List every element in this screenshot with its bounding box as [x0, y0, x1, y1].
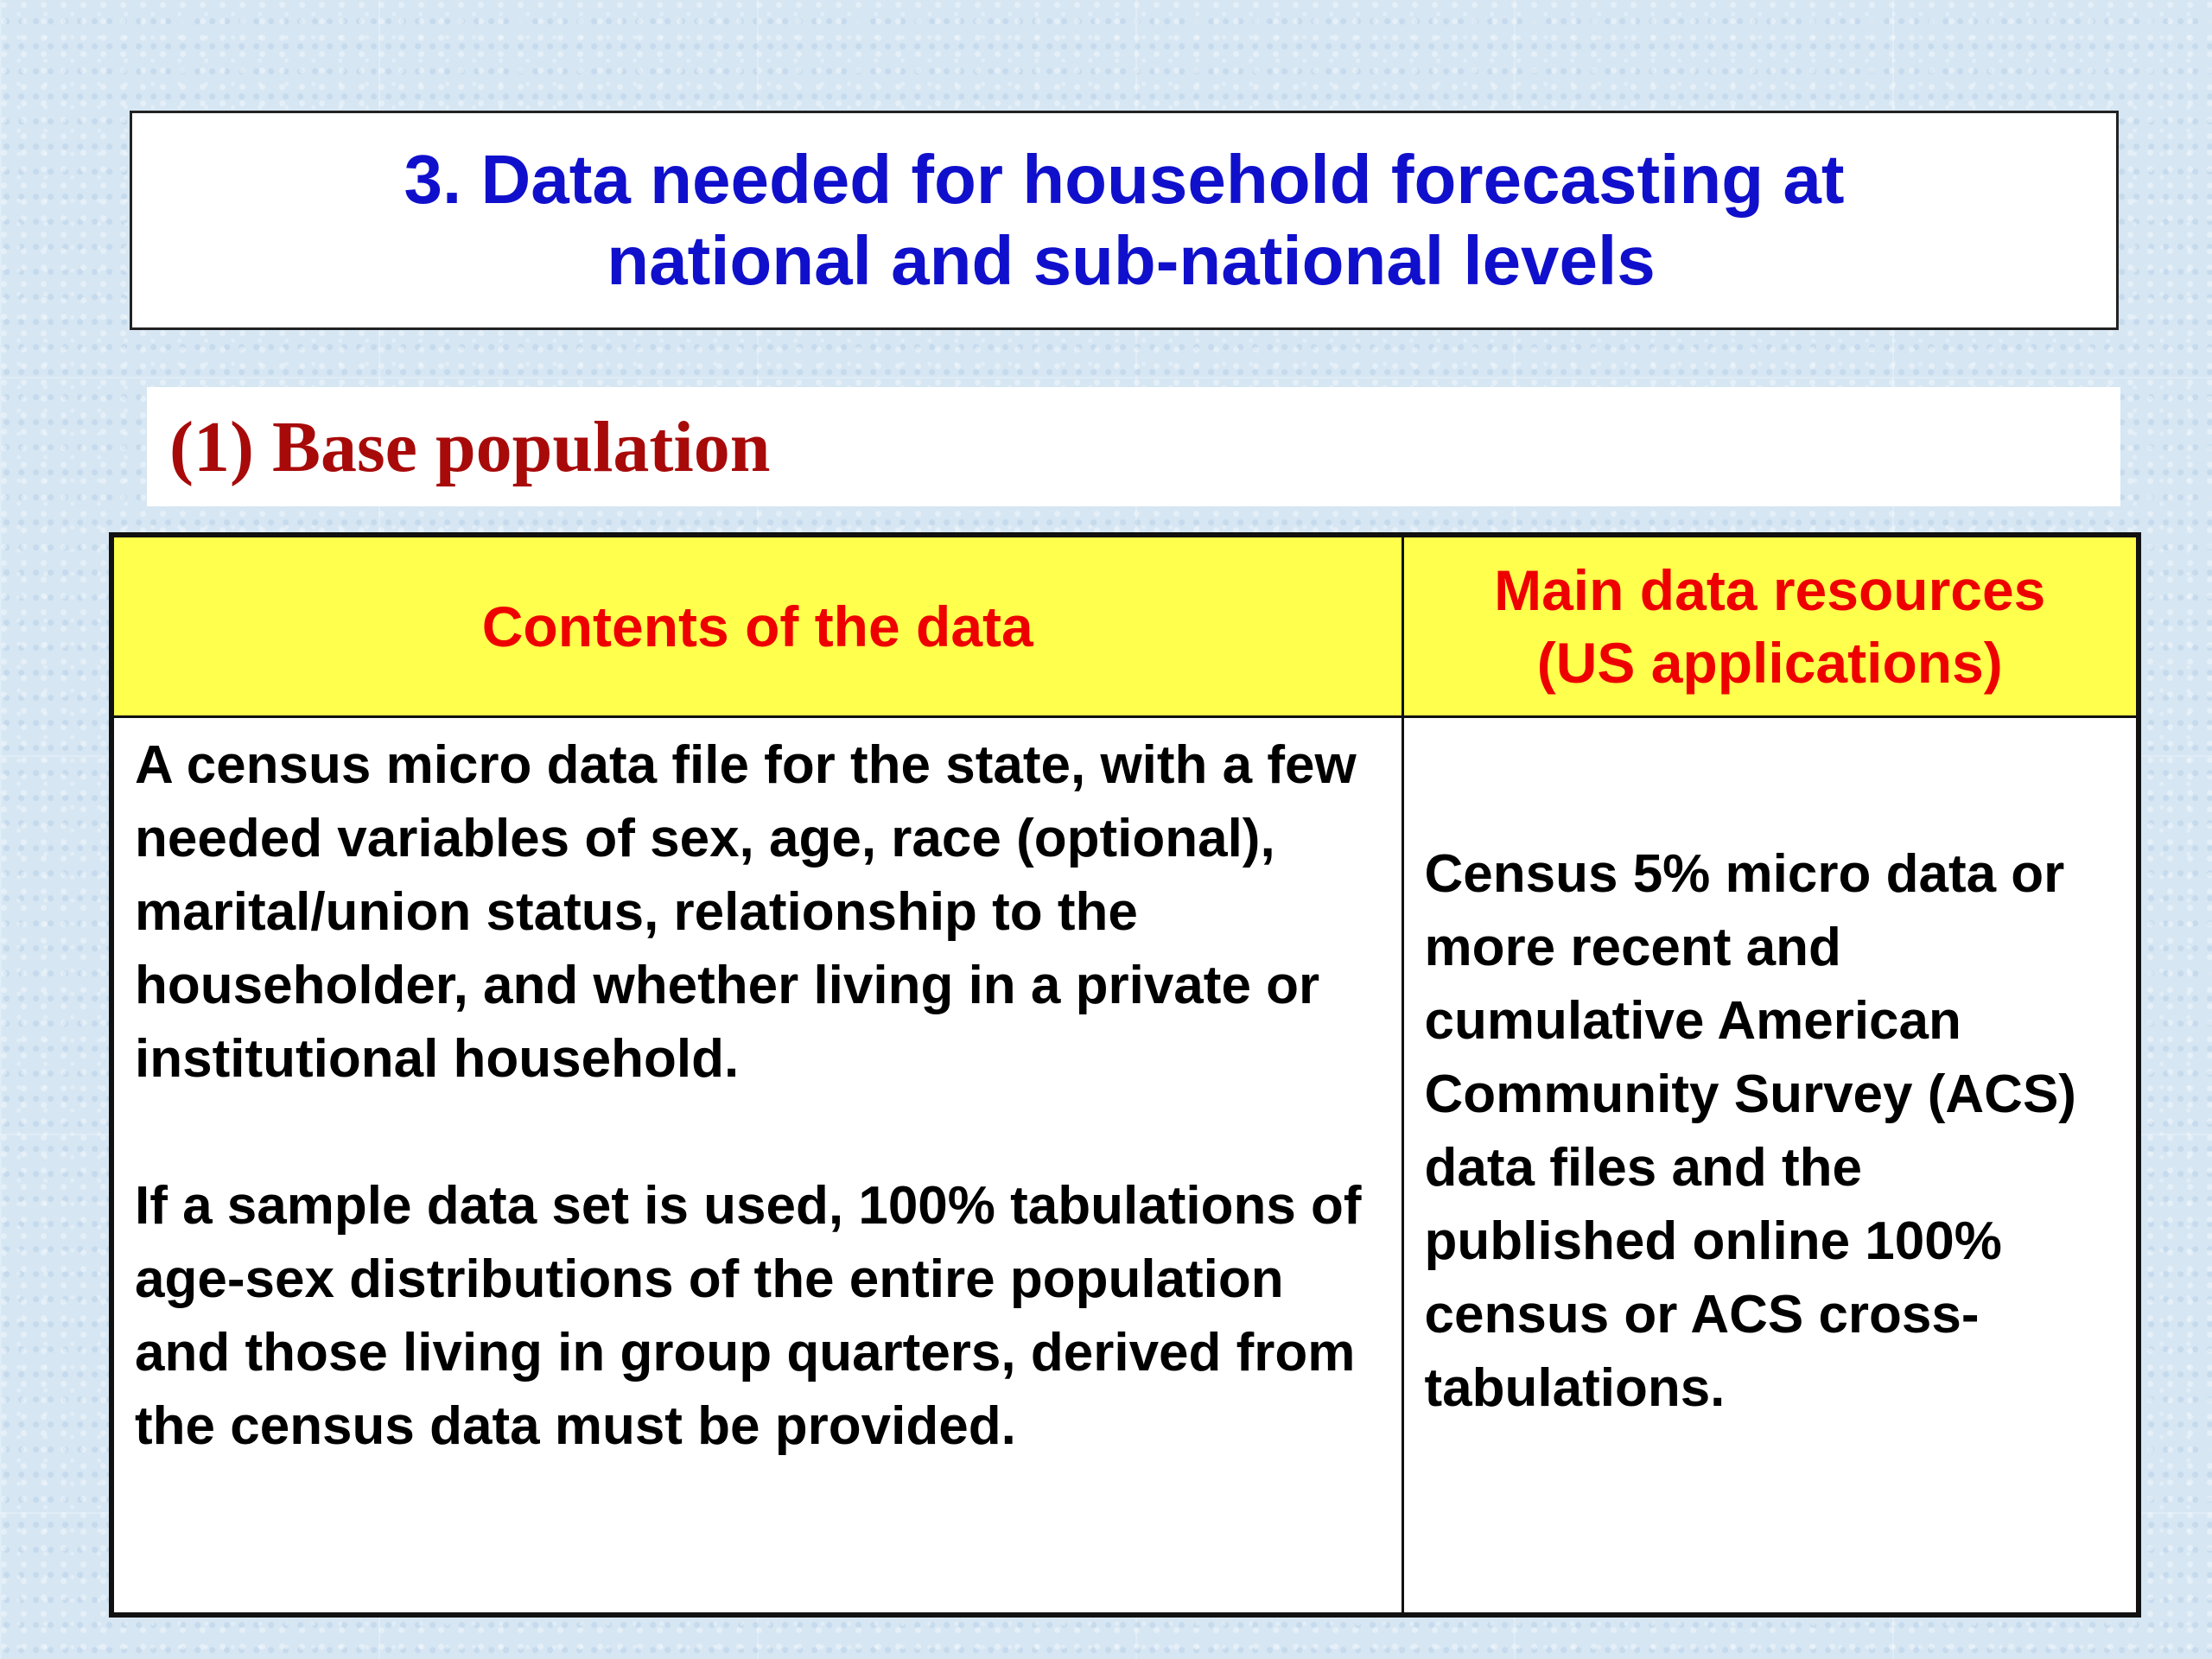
slide-title-line-1: 3. Data needed for household forecasting at — [404, 141, 1845, 218]
table-header-row — [111, 535, 2139, 717]
header-resources — [1402, 535, 2139, 717]
header-contents: Contents of the data — [111, 535, 1402, 717]
table-row — [111, 717, 2139, 1616]
header-resources-line-2: (US applications) — [1536, 631, 2003, 695]
contents-cell — [111, 717, 1402, 1616]
slide-title-box — [130, 111, 2119, 330]
slide-title — [404, 139, 1845, 302]
data-table — [109, 532, 2141, 1618]
contents-paragraph-2: If a sample data set is used, 100% tabulations of age-sex distributions of the entire population and those living in group quarters, derived from the census data must be provided. — [135, 1176, 1362, 1456]
resources-cell — [1402, 717, 2139, 1616]
section-heading: (1) Base population — [169, 406, 771, 487]
header-resources-line-1: Main data resources — [1494, 558, 2046, 622]
resources-text: Census 5% micro data or more recent and cumulative American Community Survey (ACS) data files and the published online 100% census or ACS cross-tabulations. — [1424, 843, 2076, 1418]
section-heading-box — [147, 387, 2120, 506]
contents-paragraph-1: A census micro data file for the state, with a few needed variables of sex, age, race (optional), marital/union status, relationship to the householder, and whether living in a private or institutional household. — [135, 735, 1357, 1089]
slide-title-line-2: national and sub-national levels — [607, 222, 1656, 299]
